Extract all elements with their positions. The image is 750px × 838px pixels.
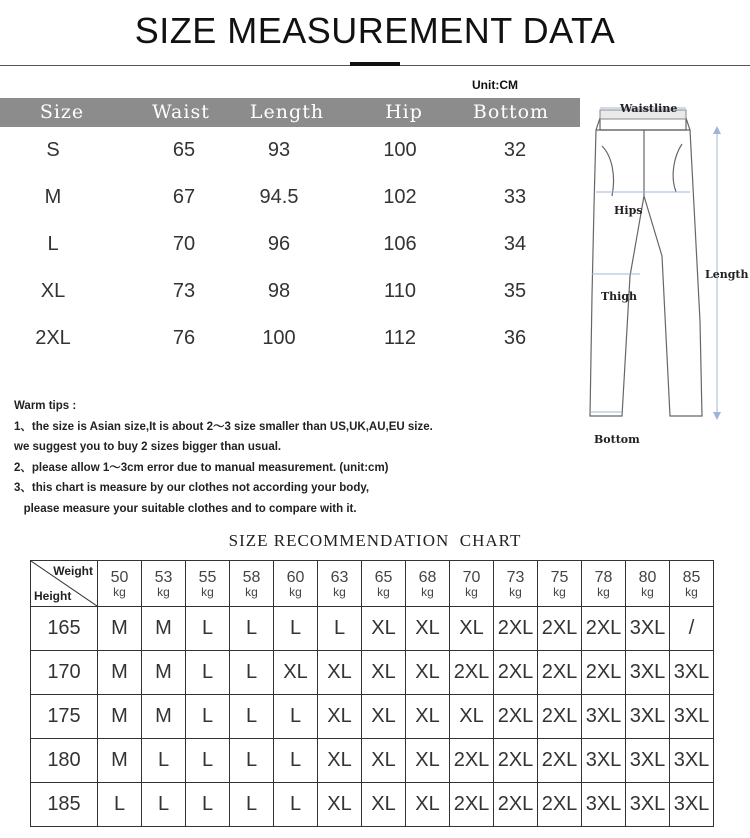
weight-cell — [318, 561, 362, 607]
size-cell: 2XL — [582, 607, 626, 651]
label-bottom: Bottom — [594, 433, 640, 446]
measurement-value: 76 — [172, 327, 196, 349]
measurement-value: 35 — [503, 280, 527, 302]
size-cell: 3XL — [626, 739, 670, 783]
size-cell: L — [274, 607, 318, 651]
weight-value: 65 — [374, 568, 393, 586]
measurement-value: 70 — [172, 233, 196, 255]
weight-value: 85 — [682, 568, 701, 586]
height-value: 185 — [31, 783, 98, 827]
measurement-value: 102 — [383, 186, 417, 208]
measurement-row — [0, 221, 580, 268]
size-cell: 3XL — [670, 739, 714, 783]
weight-cell — [98, 561, 142, 607]
size-cell: 2XL — [450, 783, 494, 827]
size-cell: XL — [406, 695, 450, 739]
weight-value: 73 — [506, 568, 525, 586]
size-cell: L — [142, 739, 186, 783]
height-row — [31, 783, 714, 827]
weight-cell — [626, 561, 670, 607]
size-cell: L — [274, 783, 318, 827]
size-cell: XL — [362, 651, 406, 695]
size-cell: L — [230, 651, 274, 695]
size-cell: L — [230, 739, 274, 783]
measurement-value: 65 — [172, 139, 196, 161]
label-length: Length — [705, 268, 749, 281]
size-cell: XL — [450, 607, 494, 651]
tip-line: please measure your suitable clothes and to compare with it. — [14, 502, 357, 515]
tips-heading: Warm tips : — [14, 400, 77, 412]
measurement-value: 100 — [383, 139, 417, 161]
height-row — [31, 695, 714, 739]
size-cell: 3XL — [626, 651, 670, 695]
tip-line: 1、the size is Asian size,It is about 2～3 size smaller than US,UK,AU,EU size. — [14, 420, 433, 433]
measurement-header-row — [0, 98, 580, 127]
size-label: L — [47, 233, 59, 255]
size-cell: M — [142, 695, 186, 739]
unit-label: Unit:CM — [472, 78, 518, 92]
size-cell: 2XL — [494, 607, 538, 651]
measurement-row — [0, 174, 580, 221]
weight-unit: kg — [157, 584, 170, 599]
weight-unit: kg — [333, 584, 346, 599]
height-value: 170 — [31, 651, 98, 695]
size-cell: XL — [362, 739, 406, 783]
size-cell: M — [98, 651, 142, 695]
size-cell: L — [318, 607, 362, 651]
size-cell: XL — [362, 695, 406, 739]
weight-unit: kg — [685, 584, 698, 599]
weight-cell — [538, 561, 582, 607]
height-row — [31, 607, 714, 651]
weight-value: 78 — [594, 568, 613, 586]
weight-cell — [582, 561, 626, 607]
weight-unit: kg — [201, 584, 214, 599]
recommendation-title: SIZE RECOMMENDATION CHART — [228, 531, 522, 550]
size-cell: XL — [406, 783, 450, 827]
weight-value: 53 — [154, 568, 173, 586]
size-cell: L — [230, 607, 274, 651]
size-cell: XL — [318, 783, 362, 827]
size-label: 2XL — [35, 327, 71, 349]
size-cell: L — [274, 739, 318, 783]
size-cell: / — [670, 607, 714, 651]
weight-unit: kg — [377, 584, 390, 599]
weight-unit: kg — [113, 584, 126, 599]
size-cell: M — [98, 607, 142, 651]
header-length: Length — [249, 101, 325, 123]
size-cell: L — [230, 695, 274, 739]
header-waist: Waist — [152, 101, 210, 123]
height-label: Height — [34, 589, 72, 603]
size-cell: L — [186, 695, 230, 739]
size-cell: 3XL — [670, 695, 714, 739]
size-cell: 3XL — [670, 651, 714, 695]
size-cell: 3XL — [626, 783, 670, 827]
size-cell: 3XL — [582, 739, 626, 783]
weight-cell — [362, 561, 406, 607]
weight-cell — [274, 561, 318, 607]
size-cell: XL — [318, 695, 362, 739]
weight-value: 55 — [198, 568, 217, 586]
height-value: 180 — [31, 739, 98, 783]
size-cell: 2XL — [582, 651, 626, 695]
size-cell: L — [186, 607, 230, 651]
size-label: S — [46, 139, 60, 161]
size-cell: 2XL — [494, 695, 538, 739]
size-cell: 3XL — [582, 695, 626, 739]
size-cell: 3XL — [626, 695, 670, 739]
size-cell: XL — [318, 651, 362, 695]
weight-value: 50 — [110, 568, 129, 586]
size-cell: 2XL — [450, 651, 494, 695]
measurement-value: 98 — [267, 280, 291, 302]
weight-unit: kg — [553, 584, 566, 599]
size-cell: 3XL — [670, 783, 714, 827]
weight-unit: kg — [465, 584, 478, 599]
weight-value: 75 — [550, 568, 569, 586]
measurement-value: 73 — [172, 280, 196, 302]
page-title: SIZE MEASUREMENT DATA — [134, 10, 616, 51]
measurement-value: 100 — [262, 327, 296, 349]
tip-line: 3、this chart is measure by our clothes not according your body, — [14, 482, 370, 494]
label-thigh: Thigh — [601, 290, 638, 303]
size-cell: 3XL — [582, 783, 626, 827]
weight-cell — [230, 561, 274, 607]
corner-cell — [31, 561, 98, 607]
size-cell: XL — [274, 651, 318, 695]
size-cell: XL — [450, 695, 494, 739]
weight-unit: kg — [421, 584, 434, 599]
height-row — [31, 739, 714, 783]
size-cell: M — [142, 651, 186, 695]
weight-cell — [450, 561, 494, 607]
weight-value: 63 — [330, 568, 349, 586]
warm-tips — [14, 396, 433, 519]
weight-value: 80 — [638, 568, 657, 586]
weight-value: 68 — [418, 568, 437, 586]
size-cell: M — [98, 695, 142, 739]
label-hips: Hips — [614, 204, 643, 217]
measurement-value: 106 — [383, 233, 417, 255]
size-cell: XL — [362, 783, 406, 827]
measurement-value: 36 — [503, 327, 527, 349]
weight-unit: kg — [641, 584, 654, 599]
measurement-value: 34 — [503, 233, 527, 255]
header-hip: Hip — [385, 101, 423, 123]
measurement-value: 112 — [384, 327, 416, 349]
size-cell: L — [274, 695, 318, 739]
size-cell: 2XL — [494, 783, 538, 827]
tip-line: we suggest you to buy 2 sizes bigger than usual. — [14, 441, 282, 453]
size-cell: 3XL — [626, 607, 670, 651]
measurement-value: 96 — [267, 233, 291, 255]
weight-cell — [142, 561, 186, 607]
size-cell: M — [98, 739, 142, 783]
weight-unit: kg — [597, 584, 610, 599]
weight-value: 58 — [242, 568, 261, 586]
size-label: M — [44, 186, 62, 208]
weight-cell — [670, 561, 714, 607]
weight-cell — [186, 561, 230, 607]
size-cell: L — [186, 739, 230, 783]
size-cell: 2XL — [538, 651, 582, 695]
measurement-row — [0, 268, 580, 315]
size-cell: 2XL — [450, 739, 494, 783]
size-cell: L — [186, 651, 230, 695]
size-cell: XL — [406, 739, 450, 783]
measurement-value: 93 — [267, 139, 291, 161]
size-cell: XL — [362, 607, 406, 651]
weight-header-row — [31, 561, 714, 607]
weight-cell — [494, 561, 538, 607]
size-cell: L — [230, 783, 274, 827]
size-cell: 2XL — [538, 739, 582, 783]
size-cell: XL — [406, 651, 450, 695]
label-waistline: Waistline — [620, 102, 678, 115]
size-cell: 2XL — [494, 739, 538, 783]
measurement-value: 110 — [384, 280, 416, 302]
height-row — [31, 651, 714, 695]
size-cell: XL — [318, 739, 362, 783]
weight-cell — [406, 561, 450, 607]
weight-value: 70 — [462, 568, 481, 586]
weight-label: Weight — [53, 564, 93, 578]
measurement-value: 32 — [503, 139, 527, 161]
size-cell: L — [142, 783, 186, 827]
size-cell: 2XL — [538, 783, 582, 827]
header-bottom: Bottom — [472, 101, 550, 123]
weight-unit: kg — [289, 584, 302, 599]
measurement-value: 33 — [503, 186, 527, 208]
recommendation-table — [30, 560, 714, 827]
header-size: Size — [39, 101, 85, 123]
size-cell: 2XL — [494, 651, 538, 695]
size-cell: L — [186, 783, 230, 827]
weight-value: 60 — [286, 568, 305, 586]
size-cell: 2XL — [538, 607, 582, 651]
tip-line: 2、please allow 1～3cm error due to manual measurement. (unit:cm) — [14, 461, 389, 474]
measurement-table — [0, 98, 580, 362]
measurement-value: 67 — [172, 186, 196, 208]
height-value: 165 — [31, 607, 98, 651]
weight-unit: kg — [245, 584, 258, 599]
title-accent-bar — [350, 62, 400, 66]
size-cell: XL — [406, 607, 450, 651]
size-cell: M — [142, 607, 186, 651]
measurement-body — [0, 127, 580, 362]
size-cell: 2XL — [538, 695, 582, 739]
measurement-row — [0, 315, 580, 362]
height-value: 175 — [31, 695, 98, 739]
weight-unit: kg — [509, 584, 522, 599]
size-cell: L — [98, 783, 142, 827]
measurement-value: 94.5 — [259, 186, 299, 208]
size-label: XL — [40, 280, 66, 302]
measurement-row — [0, 127, 580, 174]
